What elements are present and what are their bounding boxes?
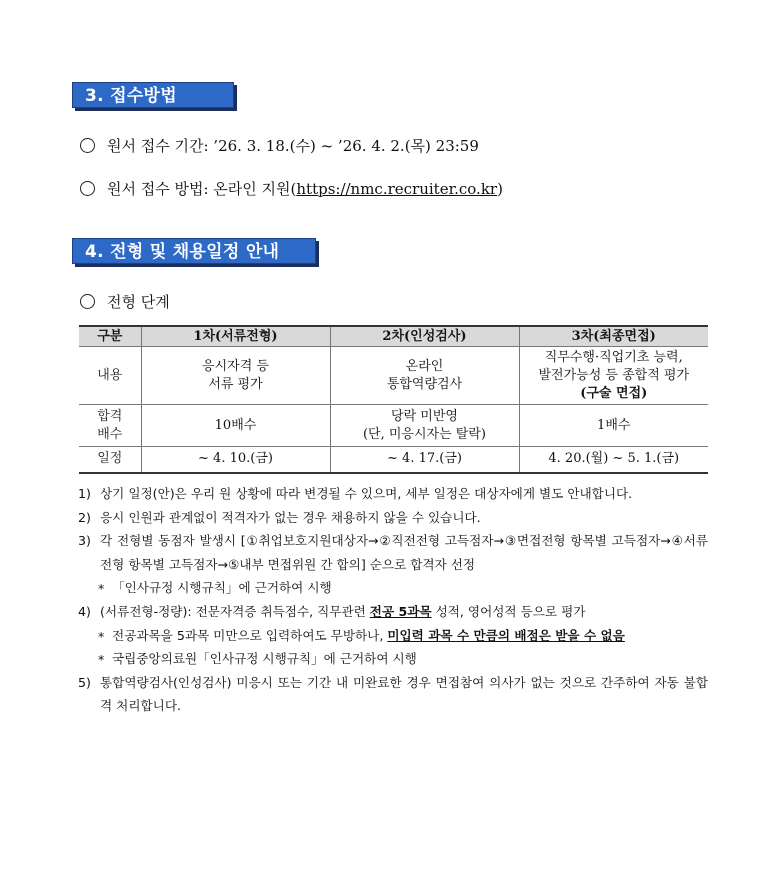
section-3-title: 3. 접수방법	[72, 82, 234, 108]
cell-stage-2-ratio	[330, 405, 519, 447]
asterisk-icon: *	[98, 652, 105, 668]
note-4-sub-2-text: 국립중앙의료원「인사규정 시행규칙」에 근거하여 시행	[112, 651, 417, 667]
table-row-pass-ratio	[79, 405, 708, 447]
asterisk-icon: *	[98, 581, 105, 597]
asterisk-icon: *	[98, 628, 105, 644]
note-2-text: 응시 인원과 관계없이 적격자가 없는 경우 채용하지 않을 수 있습니다.	[100, 509, 481, 525]
header-stage-3: 3차(최종면접)	[519, 326, 708, 347]
stage-table	[79, 325, 708, 474]
cell-line: 합격	[97, 408, 123, 424]
table-header-row	[79, 326, 708, 347]
note-4-highlight: 전공 5과목	[369, 603, 432, 619]
cell-line: 서류 평가	[208, 376, 263, 392]
header-stage-2: 2차(인성검사)	[330, 326, 519, 347]
row-label-schedule: 일정	[79, 447, 141, 473]
cell-stage-3-ratio: 1배수	[519, 405, 708, 447]
section-4-title: 4. 전형 및 채용일정 안내	[72, 238, 316, 264]
stages-bullet	[80, 292, 170, 312]
note-4-text-c: 성적, 영어성적 등으로 평가	[431, 603, 586, 619]
table-row-schedule	[79, 447, 708, 473]
cell-stage-1-schedule: ~ 4. 10.(금)	[141, 447, 330, 473]
apply-period	[80, 136, 479, 156]
note-number: 4)	[78, 603, 91, 619]
cell-line: 온라인	[405, 358, 444, 374]
cell-line: 통합역량검사	[386, 376, 463, 392]
note-3-sub-text: 「인사규정 시행규칙」에 근거하여 시행	[112, 580, 332, 596]
header-category: 구분	[79, 326, 141, 347]
cell-stage-1-content	[141, 347, 330, 405]
note-number: 2)	[78, 509, 91, 525]
cell-line: 발전가능성 등 종합적 평가	[538, 367, 690, 383]
note-3	[78, 529, 708, 576]
note-4-sub-1	[78, 624, 708, 648]
note-4-sub-1-highlight: 미입력 과목 수 만큼의 배점은 받을 수 없음	[387, 627, 625, 643]
note-number: 1)	[78, 486, 91, 501]
note-3-text: 각 전형별 동점자 발생시 [①취업보호지원대상자→②직전전형 고득점자→③면접전형 항목별 고득점자→④서류전형 항목별 고득점자→⑤내부 면접위원 간 합의] 순으로 합격자 선정	[100, 533, 708, 572]
note-1-text: 상기 일정(안)은 우리 원 상황에 따라 변경될 수 있으며, 세부 일정은 대상자에게 별도 안내합니다.	[100, 486, 633, 501]
note-4	[78, 600, 708, 624]
notes-list	[78, 482, 708, 718]
note-3-sub	[78, 576, 708, 600]
cell-line: (단, 미응시자는 탈락)	[362, 426, 486, 442]
note-1	[78, 482, 708, 506]
cell-stage-2-content	[330, 347, 519, 405]
apply-method-suffix: )	[497, 180, 503, 198]
apply-period-text: 원서 접수 기간: ’26. 3. 18.(수) ~ ’26. 4. 2.(목) 23:59	[107, 137, 479, 155]
recruit-site-link[interactable]: https://nmc.recruiter.co.kr	[296, 180, 498, 198]
circle-bullet-icon	[80, 294, 95, 309]
row-label-pass-ratio	[79, 405, 141, 447]
cell-line-oral-interview: (구술 면접)	[580, 385, 648, 401]
cell-stage-1-ratio: 10배수	[141, 405, 330, 447]
note-4-text-a: (서류전형-정량): 전문자격증 취득점수, 직무관련	[100, 603, 370, 619]
stages-bullet-text: 전형 단계	[107, 293, 170, 311]
cell-line: 당락 미반영	[391, 408, 458, 424]
cell-stage-3-schedule: 4. 20.(월) ~ 5. 1.(금)	[519, 447, 708, 473]
circle-bullet-icon	[80, 138, 95, 153]
note-4-sub-2	[78, 647, 708, 671]
apply-method-prefix: 원서 접수 방법: 온라인 지원(	[107, 180, 297, 198]
cell-line: 직무수행·직업기초 능력,	[544, 349, 683, 365]
note-4-sub-1-text: 전공과목을 5과목 미만으로 입력하여도 무방하나,	[112, 627, 388, 643]
apply-method	[80, 179, 503, 199]
note-5-text: 통합역량검사(인성검사) 미응시 또는 기간 내 미완료한 경우 면접참여 의사가 없는 것으로 간주하여 자동 불합격 처리합니다.	[100, 674, 708, 714]
table-row-content	[79, 347, 708, 405]
cell-line: 배수	[97, 426, 123, 442]
note-2	[78, 506, 708, 530]
header-stage-1: 1차(서류전형)	[141, 326, 330, 347]
cell-stage-2-schedule: ~ 4. 17.(금)	[330, 447, 519, 473]
cell-line: 응시자격 등	[202, 358, 269, 374]
note-number: 5)	[78, 674, 91, 690]
cell-stage-3-content	[519, 347, 708, 405]
circle-bullet-icon	[80, 181, 95, 196]
row-label-content: 내용	[79, 347, 141, 405]
note-5	[78, 671, 708, 718]
note-number: 3)	[78, 533, 91, 549]
